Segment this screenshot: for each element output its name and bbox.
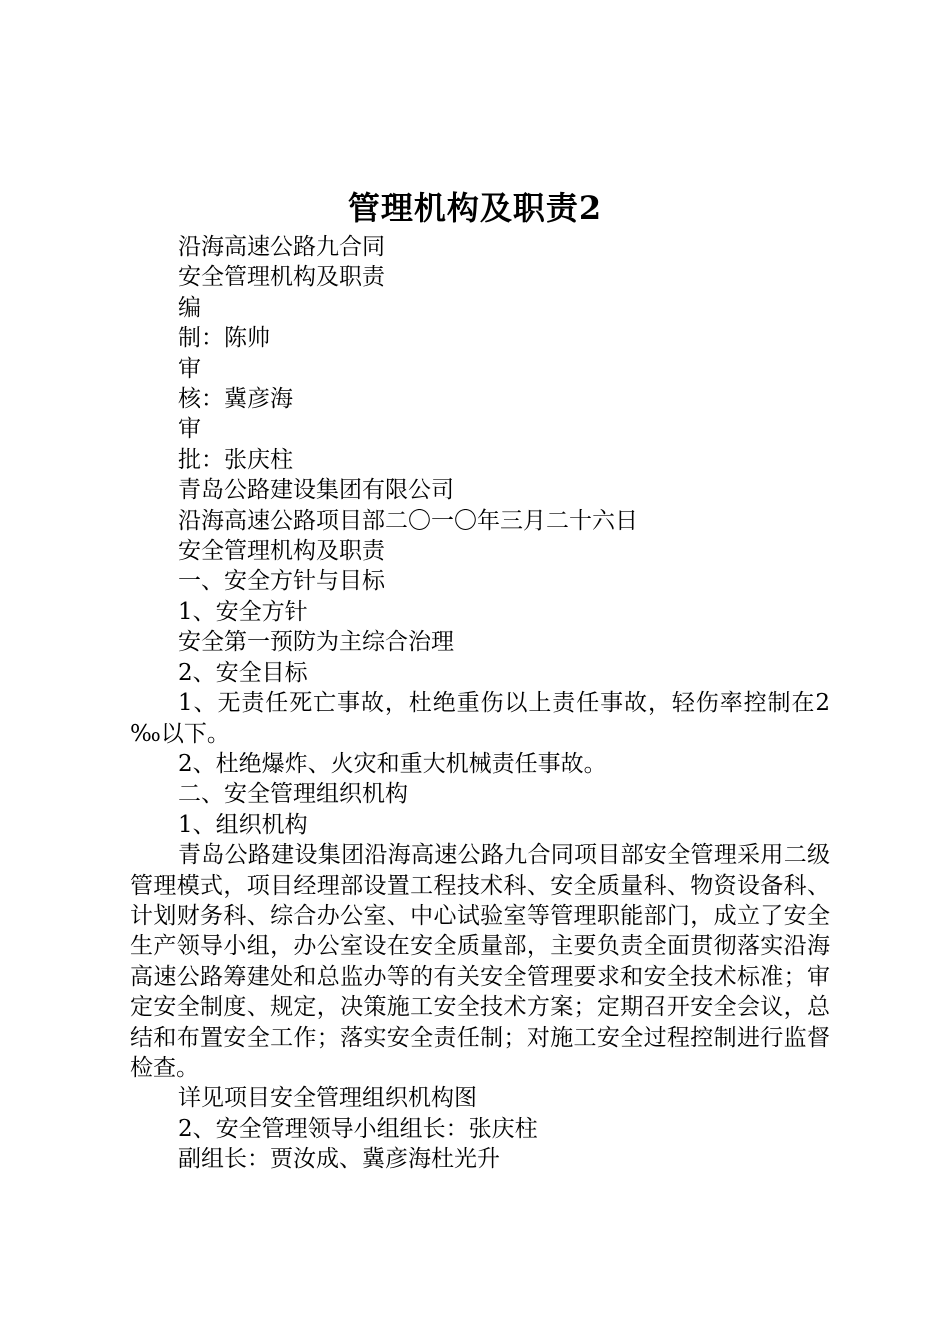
leader-line: 2、安全管理领导小组组长：张庆柱 — [178, 1115, 538, 1142]
cover-line-compile-label: 编 — [178, 294, 201, 321]
cover-line-reviewer: 核：冀彦海 — [178, 386, 293, 413]
org-chart-reference: 详见项目安全管理组织机构图 — [178, 1085, 477, 1112]
cover-line-approver: 批：张庆柱 — [178, 446, 293, 473]
cover-line-compiler: 制：陈帅 — [178, 325, 270, 352]
document-title: 管理机构及职责2 — [347, 189, 603, 227]
cover-line-company: 青岛公路建设集团有限公司 — [178, 477, 454, 504]
section2-heading: 二、安全管理组织机构 — [178, 781, 408, 808]
cover-line-doc-name: 安全管理机构及职责 — [178, 264, 385, 291]
cover-line-department-date: 沿海高速公路项目部二〇一〇年三月二十六日 — [178, 507, 638, 534]
cover-line-review-label: 审 — [178, 355, 201, 382]
policy-heading: 1、安全方针 — [178, 598, 308, 625]
main-heading: 安全管理机构及职责 — [178, 538, 385, 565]
document-body — [130, 232, 830, 1175]
organization-heading: 1、组织机构 — [178, 811, 308, 838]
goal-item-2: 2、杜绝爆炸、火灾和重大机械责任事故。 — [178, 750, 607, 777]
vice-leader-line: 副组长：贾汝成、冀彦海杜光升 — [178, 1146, 500, 1173]
organization-paragraph: 青岛公路建设集团沿海高速公路九合同项目部安全管理采用二级管理模式，项目经理部设置工程技术科、安全质量科、物资设备科、计划财务科、综合办公室、中心试验室等管理职能部门，成立了安全生产领导小组，办公室设在安全质量部，主要负责全面贯彻落实沿海高速公路筹建处和总监办等的有关安全管理要求和安全技术标准；审定安全制度、规定，决策施工安全技术方案；定期召开安全会议，总结和布置安全工作；落实安全责任制；对施工安全过程控制进行监督检查。 — [130, 842, 830, 1081]
section1-heading: 一、安全方针与目标 — [178, 568, 385, 595]
cover-line-project: 沿海高速公路九合同 — [178, 234, 385, 260]
cover-line-approve-label: 审 — [178, 416, 201, 443]
goal-item-1: 1、无责任死亡事故，杜绝重伤以上责任事故，轻伤率控制在2‰以下。 — [130, 690, 830, 747]
policy-text: 安全第一预防为主综合治理 — [178, 629, 454, 656]
goal-heading: 2、安全目标 — [178, 659, 308, 686]
